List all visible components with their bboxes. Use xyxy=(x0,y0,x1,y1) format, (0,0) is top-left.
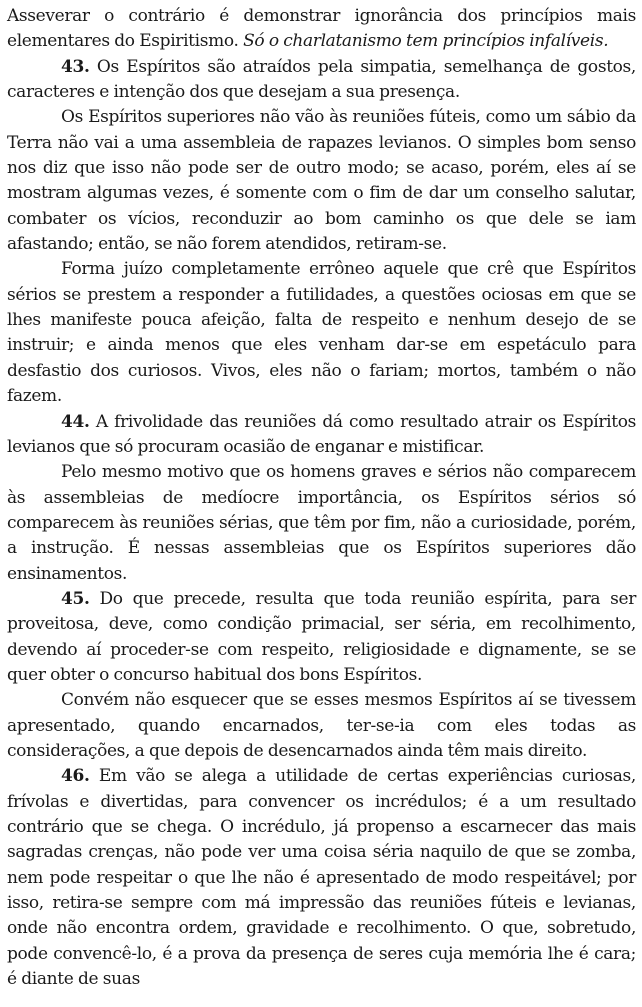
paragraph-text: Forma juízo completamente errôneo aquele que crê que Espíritos sérios se prestem a responder a futilidades, a questões ociosas em que se lhes manifeste pouca afeição, falta de respeito e nenhum desejo de se instruir; e ainda menos que eles venham dar-se em espetáculo para desfastio dos curiosos. Vivos, eles não o fariam; mortos, também o não fazem. xyxy=(7,259,636,407)
paragraph-text: Os Espíritos são atraídos pela simpatia, semelhança de gostos, caracteres e intenção dos que desejam a sua presença. xyxy=(7,56,636,103)
paragraph-text: A frivolidade das reuniões dá como resultado atrair os Espíritos levianos que só procuram ocasião de enganar e mistificar. xyxy=(7,411,636,457)
paragraph-text: Asseverar o contrário é demonstrar ignorância dos princípios mais elementares do Espiritismo. xyxy=(7,6,636,52)
paragraph-43b xyxy=(7,105,636,257)
paragraph-46 xyxy=(7,764,636,992)
paragraph-45b xyxy=(7,688,636,764)
paragraph-43c xyxy=(7,257,636,409)
paragraph-text: Os Espíritos superiores não vão às reuniões fúteis, como um sábio da Terra não vai a uma assembleia de rapazes levianos. O simples bom senso nos diz que isso não pode ser de outro modo; se acaso, porém, eles aí se mostram algumas vezes, é somente com o fim de dar um conselho salutar, combater os vícios, reconduzir ao bom caminho os que dele se iam afastando; então, se não forem atendidos, retiram-se. xyxy=(7,107,636,255)
emphasized-sentence: Só o charlatanismo tem princípios infalíveis. xyxy=(243,31,609,52)
paragraph-text: Do que precede, resulta que toda reunião espírita, para ser proveitosa, deve, como condição primacial, ser séria, em recolhimento, devendo aí proceder-se com respeito, religiosidade e dignamente, se se quer obter o concurso habitual dos bons Espíritos. xyxy=(7,588,636,685)
paragraph-42-end xyxy=(7,4,636,55)
item-number: 44. xyxy=(61,411,90,432)
item-number: 43. xyxy=(61,56,90,77)
paragraph-text: Em vão se alega a utilidade de certas experiências curiosas, frívolas e divertidas, para convencer os incrédulos; é a um resultado contrário que se chega. O incrédulo, já propenso a escarnecer das mais sagradas crenças, não pode ver uma coisa séria naquilo de que se zomba, nem pode respeitar o que lhe não é apresentado de modo respeitável; por isso, retira-se sempre com má impressão das reuniões fúteis e levianas, onde não encontra ordem, gravidade e recolhimento. O que, sobretudo, pode convencê-lo, é a prova da presença de seres cuja memória lhe é cara; é diante de suas xyxy=(7,766,636,990)
item-number: 45. xyxy=(61,588,90,609)
paragraph-45 xyxy=(7,587,636,688)
paragraph-text: Pelo mesmo motivo que os homens graves e sérios não comparecem às assembleias de medíocre importância, os Espíritos sérios só comparecem às reuniões sérias, que têm por fim, não a curiosidade, porém, a instrução. É nessas assembleias que os Espíritos superiores dão ensinamentos. xyxy=(7,462,636,584)
paragraph-43 xyxy=(7,55,636,106)
paragraph-44 xyxy=(7,410,636,461)
paragraph-44b xyxy=(7,460,636,587)
paragraph-text: Convém não esquecer que se esses mesmos Espíritos aí se tivessem apresentado, quando encarnados, ter-se-ia com eles todas as considerações, a que depois de desencarnados ainda têm mais direito. xyxy=(7,690,636,761)
item-number: 46. xyxy=(61,766,90,787)
